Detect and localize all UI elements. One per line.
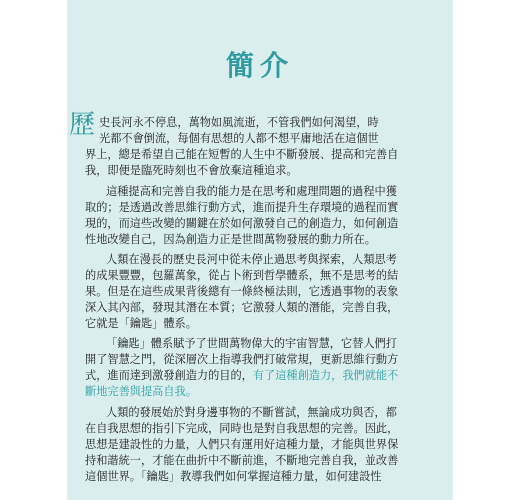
text-line: 「鑰匙」體系賦予了世間萬物偉大的宇宙智慧，它替人們打: [106, 337, 397, 350]
text-line: 這種提高和完善自我的能力是在思考和處理問題的過程中獲: [106, 185, 397, 198]
text-line: 人類的發展始於對身邊事物的不斷嘗試，無論成功與否，都: [106, 406, 397, 419]
text-line: 界上，總是希望自己能在短暫的人生中不斷發展、提高和完善自: [85, 148, 399, 161]
text-line: 思想是建設性的力量，人們只有運用好這種力量，才能與世界保: [85, 438, 399, 451]
text-line: 它就是「鑰匙」體系。: [85, 317, 197, 330]
text-line: 現的，而這些改變的關鍵在於如何激發自己的創造力，如何創造: [85, 217, 399, 230]
text-line: [85, 368, 471, 384]
drop-cap: 歷: [69, 110, 96, 140]
text-line: 深入其內部，發現其潛在本質；它激發人類的潛能，完善自我，: [85, 301, 399, 314]
text-line: 光都不會倒流，每個有思想的人都不想平庸地活在這個世: [99, 132, 379, 145]
text-line: 持和諧統一，才能在曲折中不斷前進，不斷地完善自我，並改善: [85, 454, 399, 467]
page-title: 簡介: [225, 49, 294, 82]
highlighted-text: 斷地完善與提高自我。: [85, 385, 197, 398]
text-line: 性地改變自己，因為創造力正是世間萬物發展的動力所在。: [85, 233, 376, 246]
text-line: 開了智慧之門，從深層次上指導我們打破常規，更新思維行動方: [85, 353, 399, 366]
text-line: 史長河永不停息，萬物如風流逝，不管我們如何渴望，時: [99, 116, 379, 129]
text-line: 這個世界。「鑰匙」教導我們如何掌握這種力量，如何建設性: [85, 470, 382, 483]
text-line: 取的；是透過改善思維行動方式，進而提升生存環境的過程而實: [85, 201, 399, 214]
text-line: 人類在漫長的歷史長河中從未停止過思考與探索，人類思考: [106, 253, 397, 266]
plain-text: 式，進而達到激發創造力的目的，: [85, 369, 253, 382]
text-line: 果。但是在這些成果背後總有一條終極法則，它透過事物的表象: [85, 285, 399, 298]
highlighted-text: 有了這種創造力，我們就能不: [252, 369, 399, 382]
text-line: 我，即便是臨死時刻也不會放棄這種追求。: [85, 164, 298, 177]
text-line: 的成果豐豐，包羅萬象，從占卜術到哲學體系，無不是思考的結: [85, 269, 399, 282]
text-line: 在自我思想的指引下完成，同時也是對自我思想的完善。因此，: [85, 422, 399, 435]
